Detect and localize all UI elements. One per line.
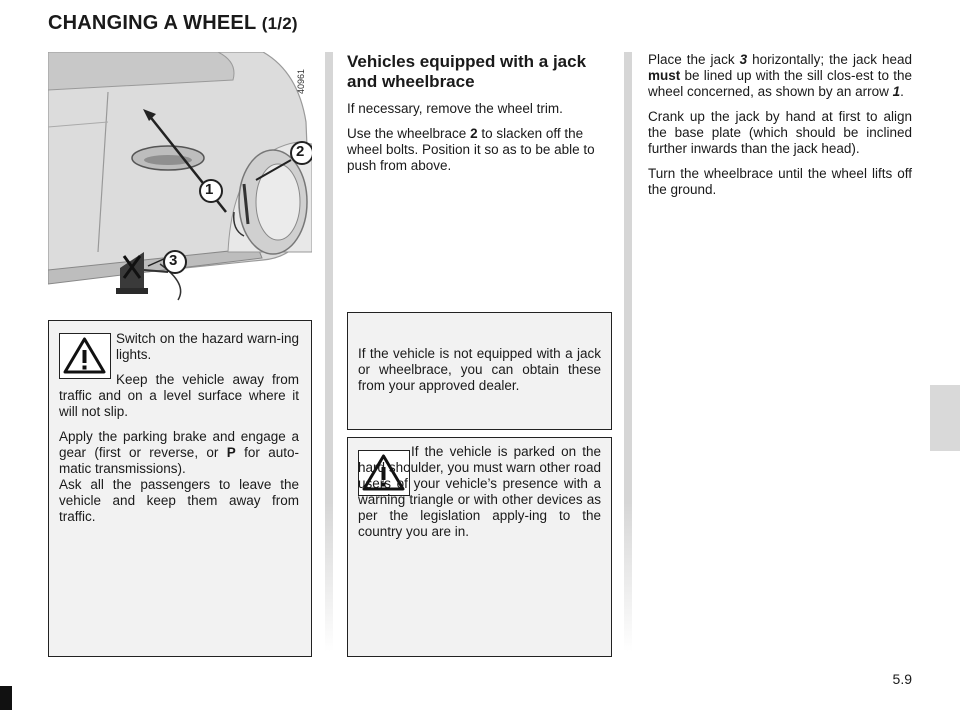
middle-column [347, 52, 612, 183]
section-heading: Vehicles equipped with a jack and wheelbrace [347, 52, 587, 91]
right-column [648, 52, 912, 207]
section-thumb-tab [930, 385, 960, 451]
title-part-indicator: (1/2) [261, 14, 298, 33]
column-divider-right [624, 52, 632, 652]
figure-id: 40961 [296, 68, 306, 94]
remove-wheel-trim: If necessary, remove the wheel trim. [347, 101, 563, 116]
dealer-info-text: If the vehicle is not equipped with a jack or wheelbrace, you can obtain these from your approved dealer. [358, 346, 601, 393]
callout-1: 1 [205, 181, 214, 198]
warning-parking-brake: Apply the parking brake and engage a gear (first or reverse, or P for auto-matic transmissions). [59, 429, 299, 476]
page-number: 5.9 [892, 671, 912, 687]
callout-2: 2 [296, 143, 305, 160]
car-jack-illustration [48, 52, 312, 304]
turn-wheelbrace-text: Turn the wheelbrace until the wheel lifts off the ground. [648, 166, 912, 197]
warning-passengers: Ask all the passengers to leave the vehicle and keep them away from traffic. [59, 477, 299, 524]
hazard-warning-box [48, 320, 312, 657]
warning-keep-away: Keep the vehicle away from traffic and on a level surface where it will not slip. [59, 372, 299, 419]
place-jack-text: Place the jack 3 horizontally; the jack head must be lined up with the sill clos-est to the wheel concerned, as shown by an arrow 1. [648, 52, 912, 99]
crank-jack-text: Crank up the jack by hand at first to align the base plate (which should be inclined further inwards than the jack head). [648, 109, 912, 156]
hard-shoulder-warning-text: If the vehicle is parked on the hard shoulder, you must warn other road users of your vehicle’s presence with a warning triangle or with other devices as per the legislation apply-ing to the country you are in. [358, 444, 601, 539]
dealer-info-box [347, 312, 612, 430]
slacken-bolts-text: Use the wheelbrace 2 to slacken off the wheel bolts. Position it so as to be able to push from above. [347, 126, 595, 173]
warning-hazard-lights: Switch on the hazard warn-ing lights. [116, 331, 299, 362]
hard-shoulder-warning-box [347, 437, 612, 657]
corner-marker [0, 686, 12, 710]
column-divider-left [325, 52, 333, 652]
illustration-drawing [48, 52, 312, 304]
callout-3: 3 [169, 252, 178, 269]
title-text: CHANGING A WHEEL [48, 12, 257, 34]
page-title [48, 12, 298, 35]
